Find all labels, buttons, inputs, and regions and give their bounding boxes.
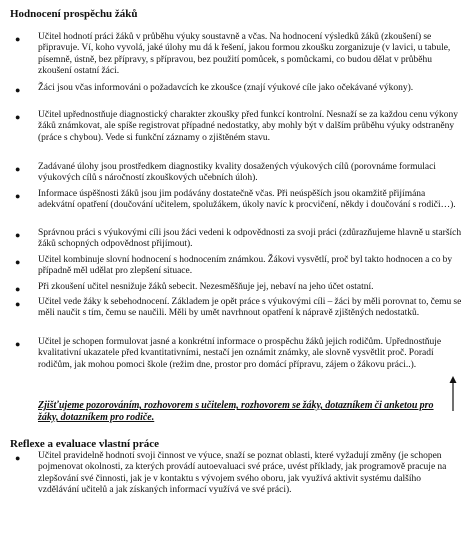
list-item-text: Informace úspěšnosti žáků jsou jim podávány dostatečně včas. Při neúspěších jsou okamžitě přijímána adekvátní opatření (doučování učitelem, spolužákem, úkoly navíc k procvičení, někdy i doučování s rodiči…).	[38, 189, 456, 211]
list-item-text: Učitel vede žáky k sebehodnocení. Základem je opět práce s výukovými cíli – žáci by měli porovnat to, čemu se měli naučit s tím, čemu se naučili. Měli by umět navrhnout opatření k nápravě zjištěných nedostatků.	[38, 297, 462, 319]
list-item-text: Žáci jsou včas informováni o požadavcích ke zkoušce (znají výukové cíle jako očekávané výkony).	[38, 83, 414, 93]
list-item-text: Učitel upřednostňuje diagnostický charakter zkoušky před funkcí kontrolní. Nesnaží se za každou cenu výkony žáků známkovat, ale spíše registrovat případné nedostatky, aby mohly být v dalším průběhu výuky odstraněny (práce s chybou). Vede si funkční záznamy o zjištěném stavu.	[38, 110, 459, 143]
list-item-text: Učitel pravidelně hodnotí svoji činnost ve výuce, snaží se poznat oblasti, které vyžadují změny (je schopen pojmenovat okolnosti, za kterých provádí autoevaluaci své práce, uvést příklady, jak programově pracuje na zlepšování své činnosti, jak je v kontaktu s vývojem svého oboru, jak využívá aktivit systému dalšího vzdělávání učitelů a jak získaných informací využívá ve své práci).	[38, 451, 447, 496]
bullet-dot-icon: ●	[15, 34, 21, 44]
observation-method-note: Zjišťujeme pozorováním, rozhovorem s učitelem, rozhovorem se žáky, dotazníkem či anketou pro žáky, dotazníkem pro rodiče.	[38, 400, 434, 423]
bullet-dot-icon: ●	[15, 85, 21, 95]
list-item-text: Učitel je schopen formulovat jasné a konkrétní informace o prospěchu žáků jejich rodičům. Upřednostňuje kvalitativní ukazatele před kvantitativními, nestačí jen oznámit známky, ale slovně vysvětlit proč. Poradí rodičům, jak mohou pomoci škole (režim dne, prostor pro domácí přípravu, zájem o žákovu práci..).	[38, 337, 442, 370]
list-item-text: Učitel hodnotí práci žáků v průběhu výuky soustavně a včas. Na hodnocení výsledků žáků (zkoušení) se připravuje. Ví, koho vyvolá, jaké úlohy mu dá k řešení, jakou formou zkoušku zorganizuje (v lavici, u tabule, písemně, ústně, bez přípravy, s přípravou, bez použití pomůcek, s pomůckami, co budou dělat v průběhu zkoušení ostatní žáci.	[38, 32, 451, 77]
section-heading-reflection: Reflexe a evaluace vlastní práce	[10, 438, 160, 450]
bullet-dot-icon: ●	[15, 257, 21, 267]
bullet-dot-icon: ●	[15, 191, 21, 201]
list-item-text: Učitel kombinuje slovní hodnocení s hodnocením známkou. Žákovi vysvětlí, proč byl takto hodnocen a co by případně měl udělat pro zlepšení situace.	[38, 255, 453, 277]
bullet-dot-icon: ●	[15, 284, 21, 294]
bullet-dot-icon: ●	[15, 299, 21, 309]
bullet-dot-icon: ●	[15, 339, 21, 349]
list-item-text: Správnou práci s výukovými cíli jsou žáci vedeni k odpovědnosti za svoji práci (zdůrazňujeme hlavně u starších žáků schopných odpovědnost přijímout).	[38, 228, 462, 250]
up-arrow-icon	[447, 376, 459, 412]
section-heading-evaluation: Hodnocení prospěchu žáků	[10, 8, 138, 20]
list-item-text: Zadávané úlohy jsou prostředkem diagnostiky kvality dosažených výukových cílů (porovnáme formulaci výukových cílů s náročností zkouškových učebních úloh).	[38, 162, 436, 184]
bullet-dot-icon: ●	[15, 164, 21, 174]
bullet-dot-icon: ●	[15, 112, 21, 122]
list-item-text: Při zkoušení učitel nesnižuje žáků sebecit. Nezesměšňuje jej, nebaví na jeho účet ostatní.	[38, 282, 374, 292]
bullet-dot-icon: ●	[15, 230, 21, 240]
bullet-dot-icon: ●	[15, 453, 21, 463]
